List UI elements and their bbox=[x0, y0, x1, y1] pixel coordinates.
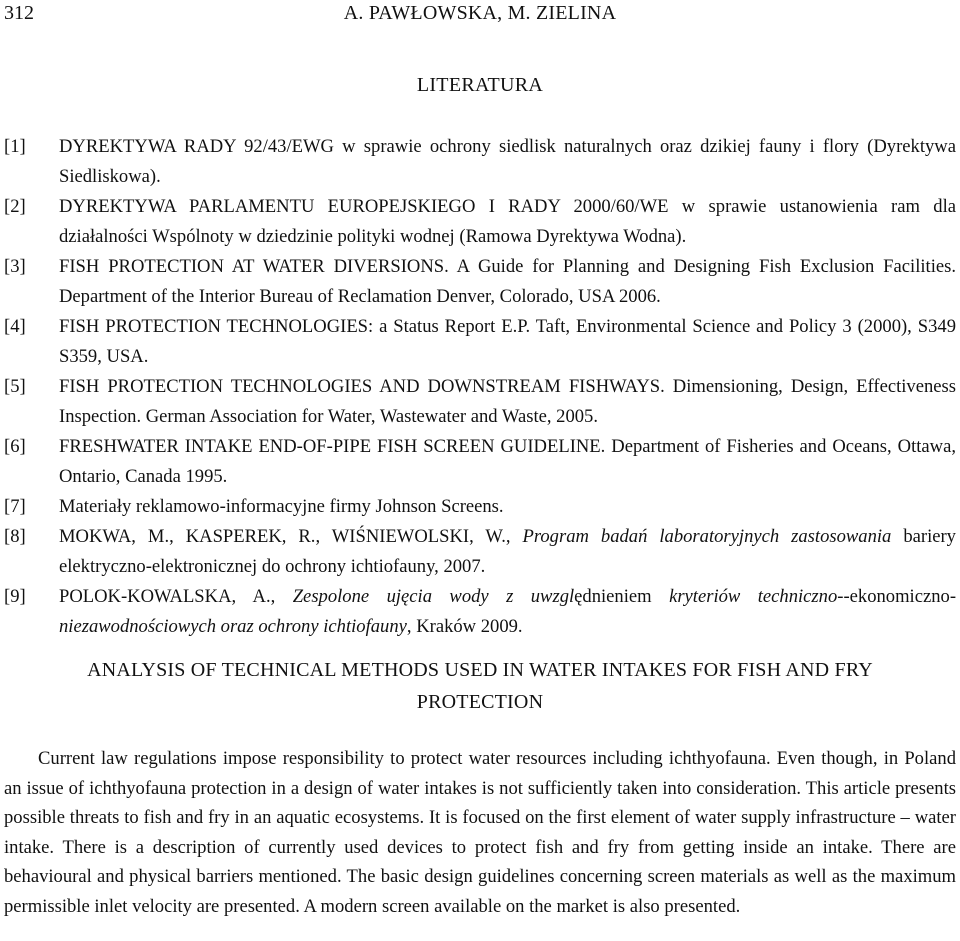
reference-text: DYREKTYWA RADY 92/43/EWG w sprawie ochrony siedlisk naturalnych oraz dzikiej fauny i flory (Dyrektywa Siedliskowa). bbox=[59, 136, 956, 187]
reference-item bbox=[4, 312, 956, 372]
reference-item bbox=[4, 432, 956, 492]
reference-item bbox=[4, 582, 956, 642]
reference-number: [6] bbox=[4, 436, 26, 457]
reference-item bbox=[4, 132, 956, 192]
abstract-body: Current law regulations impose responsibility to protect water resources including ichthyofauna. Even though, in Poland an issue of ichthyofauna protection in a design of water intakes is not sufficiently taken into consideration. This article presents possible threats to fish and fry in an aquatic ecosystems. It is focused on the first element of water supply infrastructure – water intake. There is a description of currently used devices to protect fish and fry from getting inside an intake. There are behavioural and physical barriers mentioned. The basic design guidelines concerning screen materials as well as the maximum permissible inlet velocity are presented. A modern screen available on the market is also presented. bbox=[4, 748, 956, 917]
reference-item bbox=[4, 192, 956, 252]
reference-text: FRESHWATER INTAKE END-OF-PIPE FISH SCREEN GUIDELINE. Department of Fisheries and Oceans, Ottawa, Ontario, Canada 1995. bbox=[59, 436, 956, 487]
reference-title-italic: Zespolone ujęcia wody z uwzgl bbox=[292, 586, 575, 607]
reference-number: [7] bbox=[4, 496, 26, 517]
reference-title-plain: -ekonomiczno- bbox=[843, 586, 957, 607]
reference-title-plain: ędnieniem bbox=[574, 586, 652, 607]
reference-text: FISH PROTECTION TECHNOLOGIES AND DOWNSTREAM FISHWAYS. Dimensioning, Design, Effectiveness Inspection. German Association for Water, Wastewater and Waste, 2005. bbox=[59, 376, 956, 427]
reference-text: FISH PROTECTION AT WATER DIVERSIONS. A Guide for Planning and Designing Fish Exclusion Facilities. Department of the Interior Bureau of Reclamation Denver, Colorado, USA 2006. bbox=[59, 256, 956, 307]
reference-text: Materiały reklamowo-informacyjne firmy Johnson Screens. bbox=[59, 496, 504, 517]
reference-rest: bariery elektryczno-elektronicznej do ochrony ichtiofauny, 2007. bbox=[59, 526, 956, 577]
reference-item bbox=[4, 492, 956, 522]
reference-text: FISH PROTECTION TECHNOLOGIES: a Status Report E.P. Taft, Environmental Science and Policy 3 (2000), S349 S359, USA. bbox=[59, 316, 956, 367]
reference-title-italic: kryteriów techniczno- bbox=[669, 586, 844, 607]
reference-number: [4] bbox=[4, 316, 26, 337]
reference-authors: POLOK-KOWALSKA, A., bbox=[59, 586, 276, 607]
reference-item bbox=[4, 372, 956, 432]
reference-title-italic: niezawodnościowych oraz ochrony ichtiofauny bbox=[59, 616, 407, 637]
section-title: LITERATURA bbox=[416, 74, 544, 96]
reference-number: [2] bbox=[4, 196, 26, 217]
reference-item bbox=[4, 522, 956, 582]
reference-number: [1] bbox=[4, 136, 26, 157]
reference-number: [3] bbox=[4, 256, 26, 277]
page-header bbox=[0, 0, 960, 30]
reference-title-italic: Program badań laboratoryjnych zastosowania bbox=[522, 526, 892, 547]
reference-number: [5] bbox=[4, 376, 26, 397]
reference-number: [8] bbox=[4, 526, 26, 547]
reference-number: [9] bbox=[4, 586, 26, 607]
reference-list bbox=[4, 132, 956, 642]
abstract-title: ANALYSIS OF TECHNICAL METHODS USED IN WATER INTAKES FOR FISH AND FRY PROTECTION bbox=[87, 659, 873, 713]
reference-item bbox=[4, 252, 956, 312]
reference-text bbox=[59, 582, 956, 642]
reference-text bbox=[59, 522, 956, 582]
page-number: 312 bbox=[4, 2, 34, 24]
reference-authors: MOKWA, M., KASPEREK, R., WIŚNIEWOLSKI, W., bbox=[59, 526, 511, 547]
reference-text: DYREKTYWA PARLAMENTU EUROPEJSKIEGO I RADY 2000/60/WE w sprawie ustanowienia ram dla działalności Wspólnoty w dziedzinie polityki wodnej (Ramowa Dyrektywa Wodna). bbox=[59, 196, 956, 247]
running-head-authors: A. PAWŁOWSKA, M. ZIELINA bbox=[343, 2, 617, 24]
reference-rest: , Kraków 2009. bbox=[406, 616, 523, 637]
